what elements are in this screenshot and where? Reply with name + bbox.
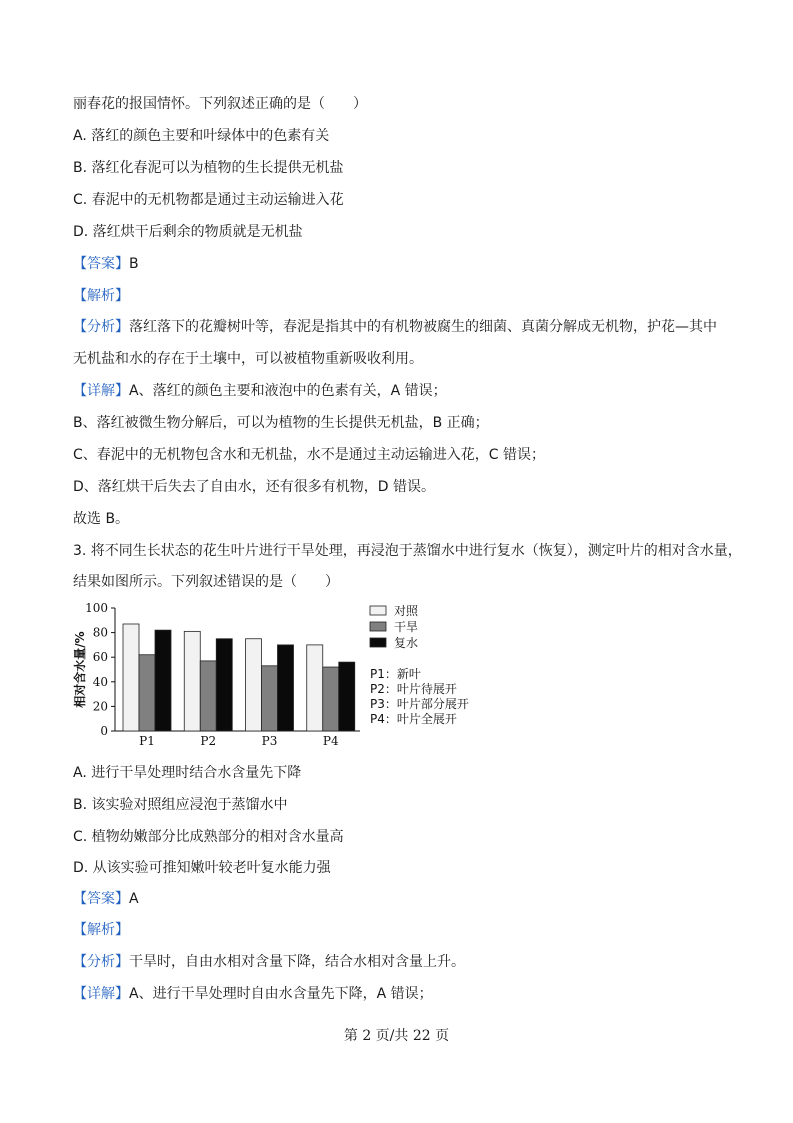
option-c: C. 春泥中的无机物都是通过主动运输进入花 [73,192,344,208]
analysis-heading: 【解析】 [73,288,129,304]
category-note: P3：叶片部分展开 [370,697,469,711]
legend-swatch [370,638,386,647]
xiangjie-text: A、落红的颜色主要和液泡中的色素有关，A 错误； [129,383,447,399]
answer-tag: 【答案】 [73,256,129,272]
q3-option-a: A. 进行干旱处理时结合水含量先下降 [73,765,302,781]
x-tick-label: P4 [322,734,339,748]
q3-xiangjie-tag: 【详解】 [73,986,129,1002]
bar-p1-series-2 [155,630,171,731]
legend-swatch [370,606,386,615]
detail-c: C、春泥中的无机物包含水和无机盐，水不是通过主动运输进入花，C 错误； [73,447,545,463]
y-tick-label: 80 [92,625,108,640]
y-tick-label: 40 [92,674,108,689]
bar-p1-series-1 [139,655,155,731]
conclusion: 故选 B。 [73,511,130,527]
y-tick-label: 100 [85,601,108,615]
q3-fenxi-text: 干旱时，自由水相对含量下降，结合水相对含量上升。 [129,954,465,970]
legend-swatch [370,622,386,631]
bar-chart [70,598,490,748]
bar-p3-series-1 [262,666,278,731]
q3-answer-line [73,890,139,908]
bar-p4-series-1 [323,667,339,731]
q3-option-b: B. 该实验对照组应浸泡于蒸馏水中 [73,797,288,813]
q3-analysis-heading: 【解析】 [73,922,129,938]
answer-value: B [129,256,139,272]
q3-answer-tag: 【答案】 [73,891,129,907]
x-tick-label: P2 [200,734,217,748]
question-stem-tail: 丽春花的报国情怀。下列叙述正确的是（ ） [73,96,367,112]
x-tick-label: P3 [261,734,278,748]
option-a: A. 落红的颜色主要和叶绿体中的色素有关 [73,128,330,144]
fenxi-text: 落红落下的花瓣树叶等，春泥是指其中的有机物被腐生的细菌、真菌分解成无机物，护花—其中 [129,319,717,335]
bar-p2-series-0 [184,631,200,731]
q3-xiangjie-line [73,985,433,1003]
bar-p3-series-0 [246,639,262,731]
bar-p4-series-2 [339,662,355,731]
bar-p2-series-2 [216,639,232,731]
q3-xiangjie-text: A、进行干旱处理时自由水含量先下降，A 错误； [129,986,433,1002]
y-tick-label: 20 [92,699,108,714]
detail-d: D、落红烘干后失去了自由水，还有很多有机物，D 错误。 [73,479,436,495]
option-d: D. 落红烘干后剩余的物质就是无机盐 [73,224,303,240]
bar-p1-series-0 [123,624,139,731]
xiangjie-tag: 【详解】 [73,383,129,399]
detail-b: B、落红被微生物分解后，可以为植物的生长提供无机盐，B 正确； [73,415,489,431]
q3-fenxi-tag: 【分析】 [73,954,129,970]
bar-p4-series-0 [307,645,323,731]
xiangjie-line-1 [73,382,447,400]
category-note: P4：叶片全展开 [370,712,457,726]
option-b: B. 落红化春泥可以为植物的生长提供无机盐 [73,160,344,176]
y-axis-label: 相对含水量/% [73,631,87,708]
bar-p3-series-2 [278,645,294,731]
q3-answer-value: A [129,891,139,907]
fenxi-tag: 【分析】 [73,319,129,335]
fenxi-line-2: 无机盐和水的存在于土壤中，可以被植物重新吸收利用。 [73,351,423,367]
answer-line [73,255,139,273]
q3-stem-line-1: 3. 将不同生长状态的花生叶片进行干旱处理，再浸泡于蒸馏水中进行复水（恢复），测定叶片的相对含水量， [73,543,742,559]
fenxi-line-1 [73,318,717,336]
legend-label: 复水 [394,636,419,650]
q3-fenxi-line [73,953,465,971]
y-tick-label: 0 [100,724,108,738]
q3-option-d: D. 从该实验可推知嫩叶较老叶复水能力强 [73,860,331,876]
q3-option-c: C. 植物幼嫩部分比成熟部分的相对含水量高 [73,829,344,845]
legend-label: 对照 [394,604,419,618]
q3-stem-line-2: 结果如图所示。下列叙述错误的是（ ） [73,574,339,590]
legend-label: 干旱 [394,620,419,634]
category-note: P2：叶片待展开 [370,682,457,696]
page-footer: 第 2 页/共 22 页 [343,1028,450,1044]
bar-p2-series-1 [200,661,216,731]
y-tick-label: 60 [92,650,108,665]
x-tick-label: P1 [139,734,155,748]
category-note: P1：新叶 [370,667,421,681]
